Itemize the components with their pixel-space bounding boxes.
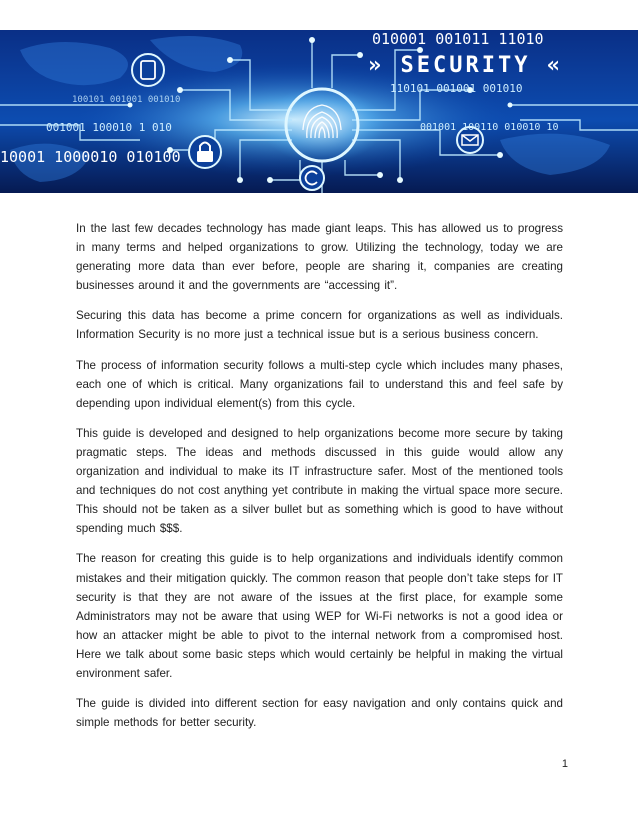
page-number: 1 [561, 758, 568, 770]
body-paragraph: This guide is developed and designed to help organizations become more secure by taking pragmatic steps. The ideas and methods discussed in this guide would allow any organization and individual to make its IT infrastructure safer. Most of the mentioned tools and techniques do not cost anything yet contribute in making the virtual space more secure. This should not be taken as a silver bullet but as something which is good to have without spending much $$$. [76, 426, 563, 536]
body-paragraph: In the last few decades technology has made giant leaps. This has allowed us to progress in many terms and helped organizations to grow. Utilizing the technology, today we are generating more data than ever before, people are sharing it, companies are creating businesses around it and the governments are “accessing it”. [76, 222, 563, 293]
banner-headline: » SECURITY « [368, 53, 563, 78]
binary-line: 10001 1000010 010100 [0, 148, 181, 166]
binary-line: 001001 100010 1 010 [46, 121, 172, 134]
body-paragraph: The process of information security follows a multi-step cycle which includes many phases, each one of which is critical. Many organizations fail to understand this and feel safe by depending upon individual element(s) from this cycle. [76, 358, 563, 410]
body-paragraph: Securing this data has become a prime concern for organizations as well as individuals. Information Security is no more just a technical issue but is a serious business concern. [76, 309, 563, 342]
body-paragraph: The guide is divided into different section for easy navigation and only contains quick and simple methods for better security. [76, 697, 563, 730]
copyright-icon [300, 166, 324, 190]
binary-line: 010001 001011 11010 [372, 30, 544, 48]
security-banner-image [0, 30, 638, 193]
binary-line: 110101 001001 001010 [390, 82, 523, 95]
document-body [76, 219, 563, 743]
circuit-illustration [0, 30, 638, 193]
binary-line: 100101 001001 001010 [72, 95, 181, 105]
padlock-icon [189, 136, 221, 168]
mobile-device-icon [132, 54, 164, 86]
binary-line: 001001 100110 010010 10 [420, 122, 559, 133]
body-paragraph: The reason for creating this guide is to help organizations and individuals identify common mistakes and their mitigation quickly. The common reason that people don’t take steps for IT security is that they are not aware of the issues at the first place, for example some Administrators may not be aware that using WEP for Wi-Fi networks is not a good idea or how an attacker might be able to pivot to the internal network from a compromised host. Here we talk about some basic steps which would certainly be helpful in making the virtual environment safer. [76, 552, 563, 680]
